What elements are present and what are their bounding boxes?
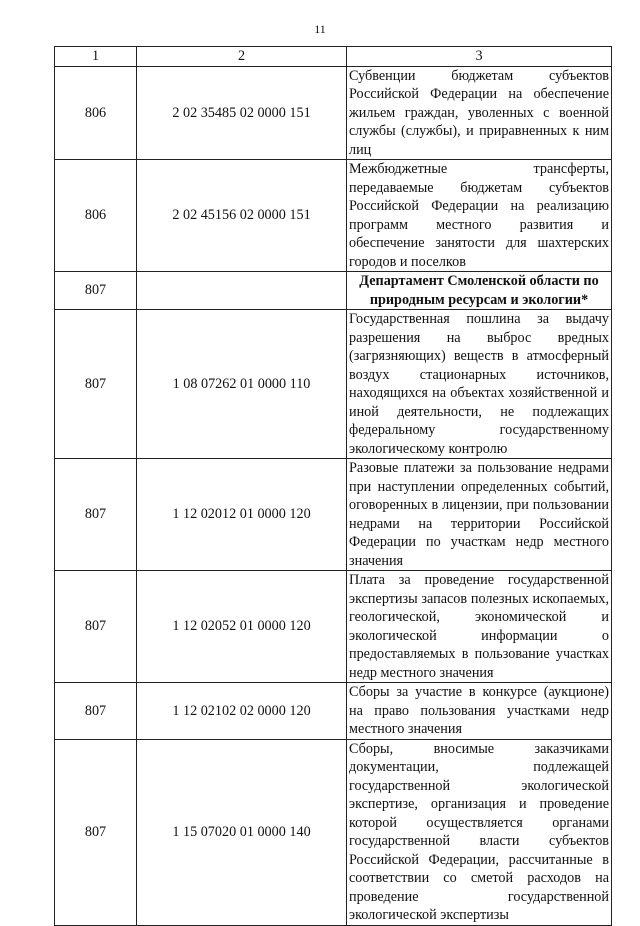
- revenue-code-cell: 1 08 07262 01 0000 110: [137, 310, 347, 459]
- revenue-code-cell: 2 02 45156 02 0000 151: [137, 160, 347, 272]
- admin-code-cell: 807: [55, 571, 137, 683]
- table-row: [55, 683, 612, 740]
- admin-code-cell: 807: [55, 459, 137, 571]
- budget-codes-table: [54, 46, 612, 926]
- revenue-code-cell: 1 15 07020 01 0000 140: [137, 739, 347, 925]
- admin-code-cell: 807: [55, 310, 137, 459]
- revenue-code-cell: [137, 272, 347, 310]
- table-row: [55, 739, 612, 925]
- table-row-department-heading: [55, 272, 612, 310]
- admin-code-cell: 807: [55, 272, 137, 310]
- revenue-name-cell: Разовые платежи за пользование недрами при наступлении определенных событий, оговоренных в лицензии, при пользовании недрами на территории Российской Федерации по участкам недр местного значения: [347, 459, 612, 571]
- revenue-code-cell: 1 12 02052 01 0000 120: [137, 571, 347, 683]
- revenue-name-cell: Межбюджетные трансферты, передаваемые бюджетам субъектов Российской Федерации на реализацию программ местного развития и обеспечение занятости для шахтерских городов и поселков: [347, 160, 612, 272]
- table-row: [55, 310, 612, 459]
- department-name-cell: Департамент Смоленской области по природным ресурсам и экологии*: [347, 272, 612, 310]
- table-row: [55, 571, 612, 683]
- admin-code-cell: 806: [55, 160, 137, 272]
- revenue-code-cell: 1 12 02102 02 0000 120: [137, 683, 347, 740]
- page-number: 11: [314, 22, 326, 36]
- admin-code-cell: 807: [55, 683, 137, 740]
- column-header-1: 1: [55, 47, 137, 67]
- revenue-code-cell: 1 12 02012 01 0000 120: [137, 459, 347, 571]
- revenue-name-cell: Плата за проведение государственной экспертизы запасов полезных ископаемых, геологической, экономической и экологической информации о предоставляемых в пользование участках недр местного значения: [347, 571, 612, 683]
- table-row: [55, 160, 612, 272]
- admin-code-cell: 806: [55, 66, 137, 160]
- table-row: [55, 459, 612, 571]
- table-row: [55, 66, 612, 160]
- revenue-name-cell: Сборы за участие в конкурсе (аукционе) на право пользования участками недр местного значения: [347, 683, 612, 740]
- column-header-2: 2: [137, 47, 347, 67]
- revenue-name-cell: Сборы, вносимые заказчиками документации, подлежащей государственной экологической экспертизе, организация и проведение которой осуществляется органами государственной власти субъектов Российской Федерации, рассчитанные в соответствии со сметой расходов на проведение государственной экологической экспертизы: [347, 739, 612, 925]
- revenue-name-cell: Субвенции бюджетам субъектов Российской Федерации на обеспечение жильем граждан, уволенных с военной службы (службы), и приравненных к ним лиц: [347, 66, 612, 160]
- column-header-3: 3: [347, 47, 612, 67]
- revenue-code-cell: 2 02 35485 02 0000 151: [137, 66, 347, 160]
- revenue-name-cell: Государственная пошлина за выдачу разрешения на выброс вредных (загрязняющих) веществ в атмосферный воздух стационарных источников, находящихся на объектах хозяйственной и иной деятельности, не подлежащих федеральному государственному экологическому контролю: [347, 310, 612, 459]
- header-row: [55, 47, 612, 67]
- admin-code-cell: 807: [55, 739, 137, 925]
